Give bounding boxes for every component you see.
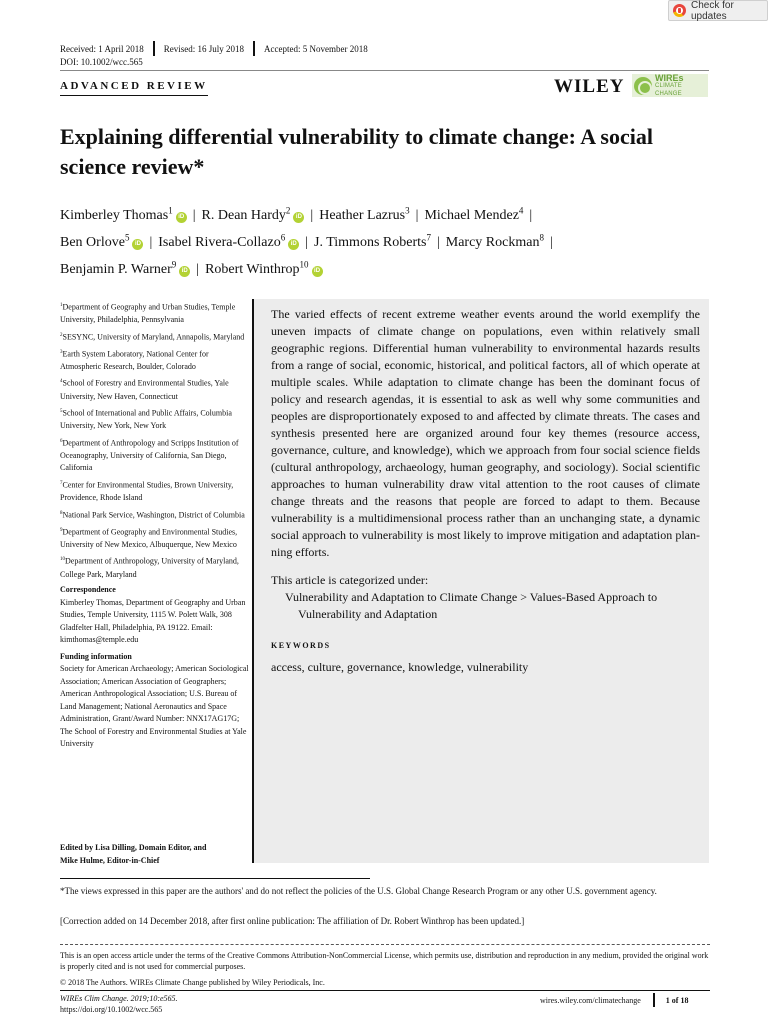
- category-line1: Vulnerability and Adaptation to Climate Change > Values-Based Approach to: [285, 590, 658, 604]
- affiliation-text: Department of Geography and Environmental Studies, University of New Mexico, Albuquerque, New Mexico: [60, 527, 238, 549]
- keywords-text: access, culture, governance, knowledge, vulnerability: [271, 660, 529, 674]
- author: [60, 205, 173, 223]
- affiliation-text: Earth System Laboratory, National Center for Atmospheric Research, Boulder, Colorado: [60, 349, 209, 371]
- revised-date: Revised: 16 July 2018: [163, 43, 244, 54]
- globe-icon: [634, 77, 652, 95]
- affiliation: [60, 436, 250, 475]
- check-for-updates-button[interactable]: [668, 0, 768, 21]
- footer-citation: [60, 993, 178, 1015]
- author-name: Robert Winthrop: [205, 262, 300, 277]
- author: [314, 232, 431, 250]
- author: [201, 205, 291, 223]
- affiliation-text: Department of Geography and Urban Studies, Temple University, Philadelphia, Pennsylvania: [60, 302, 236, 325]
- affiliation: [60, 508, 250, 522]
- wires-logo: [632, 74, 708, 97]
- funding-block: [60, 651, 250, 751]
- author-sup: 9: [171, 259, 177, 270]
- categorized-intro: This article is categorized under:: [271, 573, 429, 587]
- affiliation-text: National Park Service, Washington, District of Columbia: [62, 510, 245, 520]
- footer-right: [540, 993, 688, 1007]
- category-line2: Vulnerability and Adaptation: [298, 607, 438, 621]
- wiley-logo: WILEY: [554, 76, 625, 97]
- affiliation-text: School of Forestry and Environmental Studies, Yale University, New Haven, Connecticut: [60, 379, 229, 401]
- correspondence-heading: Correspondence: [60, 585, 116, 595]
- affiliation-num: 2: [60, 332, 63, 338]
- divider: [253, 41, 255, 56]
- affiliation-num: 4: [60, 379, 63, 385]
- author: [158, 232, 286, 250]
- affiliation-text: Department of Anthropology and Scripps Institution of Oceanography, University of California, San Diego, California: [60, 438, 239, 473]
- correspondence-block: [60, 584, 250, 647]
- wires-logo-line1: WIREs: [655, 72, 684, 83]
- author-separator: |: [310, 208, 314, 223]
- author-separator: |: [549, 235, 553, 250]
- author-sup: 10: [299, 259, 309, 270]
- author-list: [60, 202, 710, 283]
- author-name: Ben Orlove: [60, 235, 125, 250]
- author: [205, 259, 309, 277]
- affiliations-column: [60, 300, 250, 755]
- author-sup: 8: [539, 232, 544, 243]
- author-separator: |: [192, 208, 196, 223]
- author-name: R. Dean Hardy: [201, 208, 286, 223]
- license-text: This is an open access article under the terms of the Creative Commons Attribution-NonCommercial License, which permits use, distribution and reproduction in any medium, provided the original work is properly cited and is not used for commercial purposes.: [60, 951, 709, 971]
- affiliation-num: 10: [60, 557, 65, 563]
- check-for-updates-label: Check for updates: [691, 0, 734, 22]
- article-dates: [60, 41, 368, 56]
- affiliation-num: 8: [60, 510, 63, 516]
- affiliation: [60, 554, 250, 581]
- accepted-date: Accepted: 5 November 2018: [263, 43, 368, 54]
- abstract-panel: [254, 299, 709, 863]
- author: [60, 232, 130, 250]
- divider: [153, 41, 155, 56]
- author: [319, 205, 410, 223]
- affiliation: [60, 406, 250, 433]
- affiliation: [60, 376, 250, 403]
- abstract-text: The varied effects of recent extreme weather events around the world exemplify the uneven impacts of climate change on populations, even within relatively small geographic regions. Differential human vulnerability to environmental hazards results from a range of social, economic, historical, and political factors, all of which operate at multiple scales. While adaptation to climate change has been the dominant focus of policy and research agendas, it is essential to ask as well why some communities and peoples are disproportionately exposed to and affected by climate threats. The cases and synthesis presented here are organized around four key themes (resource access, governance, culture, and knowledge), which we approach from four social science fields (cultural anthropology, archaeology, human geography, and sociology). Social scientific approaches to human vulnerability draw vital attention to the root causes of climate change threats and the reasons that people are forced to adapt to them. Because vulnerability is a multidimensional process rather than an unchanging state, a dynamic social approach to vulnerability is most likely to improve mitigation and adaptation planning efforts.: [271, 307, 700, 559]
- affiliation-num: 7: [60, 480, 63, 486]
- author-sup: 2: [285, 205, 291, 216]
- doi: DOI: 10.1002/wcc.565: [60, 57, 143, 67]
- affiliation: [60, 478, 250, 505]
- orcid-icon[interactable]: iD: [288, 239, 299, 250]
- affiliation-text: SESYNC, University of Maryland, Annapolis, Maryland: [62, 332, 245, 342]
- keywords-heading: KEYWORDS: [271, 641, 331, 650]
- affiliation: [60, 300, 250, 327]
- edited-by-line1: Edited by Lisa Dilling, Domain Editor, and: [60, 843, 207, 852]
- author-name: Isabel Rivera-Collazo: [158, 235, 281, 250]
- author-separator: |: [196, 262, 200, 277]
- edited-by: [60, 841, 250, 867]
- author-sup: 6: [280, 232, 286, 243]
- edited-by-line2: Mike Hulme, Editor-in-Chief: [60, 856, 160, 865]
- author-sup: 3: [405, 205, 410, 216]
- author-name: Heather Lazrus: [319, 208, 406, 223]
- author: [424, 205, 524, 223]
- author-name: J. Timmons Roberts: [314, 235, 427, 250]
- affiliation: [60, 330, 250, 344]
- author: [60, 259, 177, 277]
- citation-text: WIREs Clim Change. 2019;10:e565.: [60, 994, 178, 1003]
- author-name: Michael Mendez: [424, 208, 519, 223]
- header-rule: [60, 70, 709, 71]
- author-sup: 1: [168, 205, 173, 216]
- category-link[interactable]: [271, 589, 700, 623]
- copyright-text: © 2018 The Authors. WIREs Climate Change published by Wiley Periodicals, Inc.: [60, 978, 325, 987]
- affiliation: [60, 347, 250, 374]
- author-separator: |: [305, 235, 309, 250]
- author-separator: |: [436, 235, 440, 250]
- correspondence-text: Kimberley Thomas, Department of Geography and Urban Studies, Temple University, 1115 W. Polett Walk, 308 Gladfelter Hall, Philadelphia, PA 19122. Email: kimthomas@temple.edu: [60, 597, 246, 645]
- article-title: Explaining differential vulnerability to climate change: A social science review*: [60, 124, 653, 179]
- author: [445, 232, 544, 250]
- section-type: ADVANCED REVIEW: [60, 80, 208, 96]
- affiliation-num: 9: [60, 527, 63, 533]
- author-sup: 4: [518, 205, 524, 216]
- received-date: Received: 1 April 2018: [60, 43, 144, 54]
- footer-rule: [60, 990, 710, 991]
- footnote-correction: [Correction added on 14 December 2018, after first online publication: The affiliation of Dr. Robert Winthrop has been updated.]: [60, 916, 525, 926]
- affiliation-num: 5: [60, 409, 63, 415]
- affiliation-num: 6: [60, 438, 63, 444]
- orcid-icon[interactable]: iD: [293, 212, 304, 223]
- author-separator: |: [149, 235, 153, 250]
- funding-heading: Funding information: [60, 651, 132, 661]
- affiliation-num: 1: [60, 303, 63, 308]
- author-name: Benjamin P. Warner: [60, 262, 172, 277]
- affiliation-text: Center for Environmental Studies, Brown University, Providence, Rhode Island: [60, 480, 234, 503]
- affiliation: [60, 525, 250, 552]
- footnote-rule: [60, 878, 370, 879]
- author-separator: |: [415, 208, 419, 223]
- orcid-icon[interactable]: iD: [179, 266, 190, 277]
- author-name: Marcy Rockman: [445, 235, 540, 250]
- author-sup: 7: [426, 232, 431, 243]
- orcid-icon[interactable]: iD: [312, 266, 323, 277]
- page-number: 1 of 18: [665, 995, 689, 1005]
- dashed-rule: [60, 944, 710, 945]
- journal-site-link[interactable]: wires.wiley.com/climatechange: [540, 995, 641, 1005]
- funding-text: Society for American Archaeology; American Sociological Association; American Association of Geographers; American Anthropological Association; U.S. Bureau of Land Management; National Aeronautics and Space Administration, Grant/Award Number: NNX17AG17G; The School of Forestry and Environmental Studies at Yale University: [60, 664, 249, 749]
- crossmark-icon: [673, 4, 686, 17]
- orcid-icon[interactable]: iD: [132, 239, 143, 250]
- wires-logo-line2: CLIMATE CHANGE: [655, 82, 682, 97]
- orcid-icon[interactable]: iD: [176, 212, 187, 223]
- footnote-views: *The views expressed in this paper are the authors' and do not reflect the policies of the U.S. Global Change Research Program or any other U.S. government agency.: [60, 886, 657, 896]
- author-separator: |: [529, 208, 533, 223]
- author-sup: 5: [124, 232, 130, 243]
- affiliation-num: 3: [60, 349, 63, 355]
- affiliation-text: School of International and Public Affairs, Columbia University, New York, New York: [60, 408, 232, 431]
- affiliation-text: Department of Anthropology, University of Maryland, College Park, Maryland: [60, 557, 239, 579]
- author-name: Kimberley Thomas: [60, 208, 169, 223]
- doi-link[interactable]: https://doi.org/10.1002/wcc.565: [60, 1005, 163, 1014]
- divider: [653, 993, 655, 1007]
